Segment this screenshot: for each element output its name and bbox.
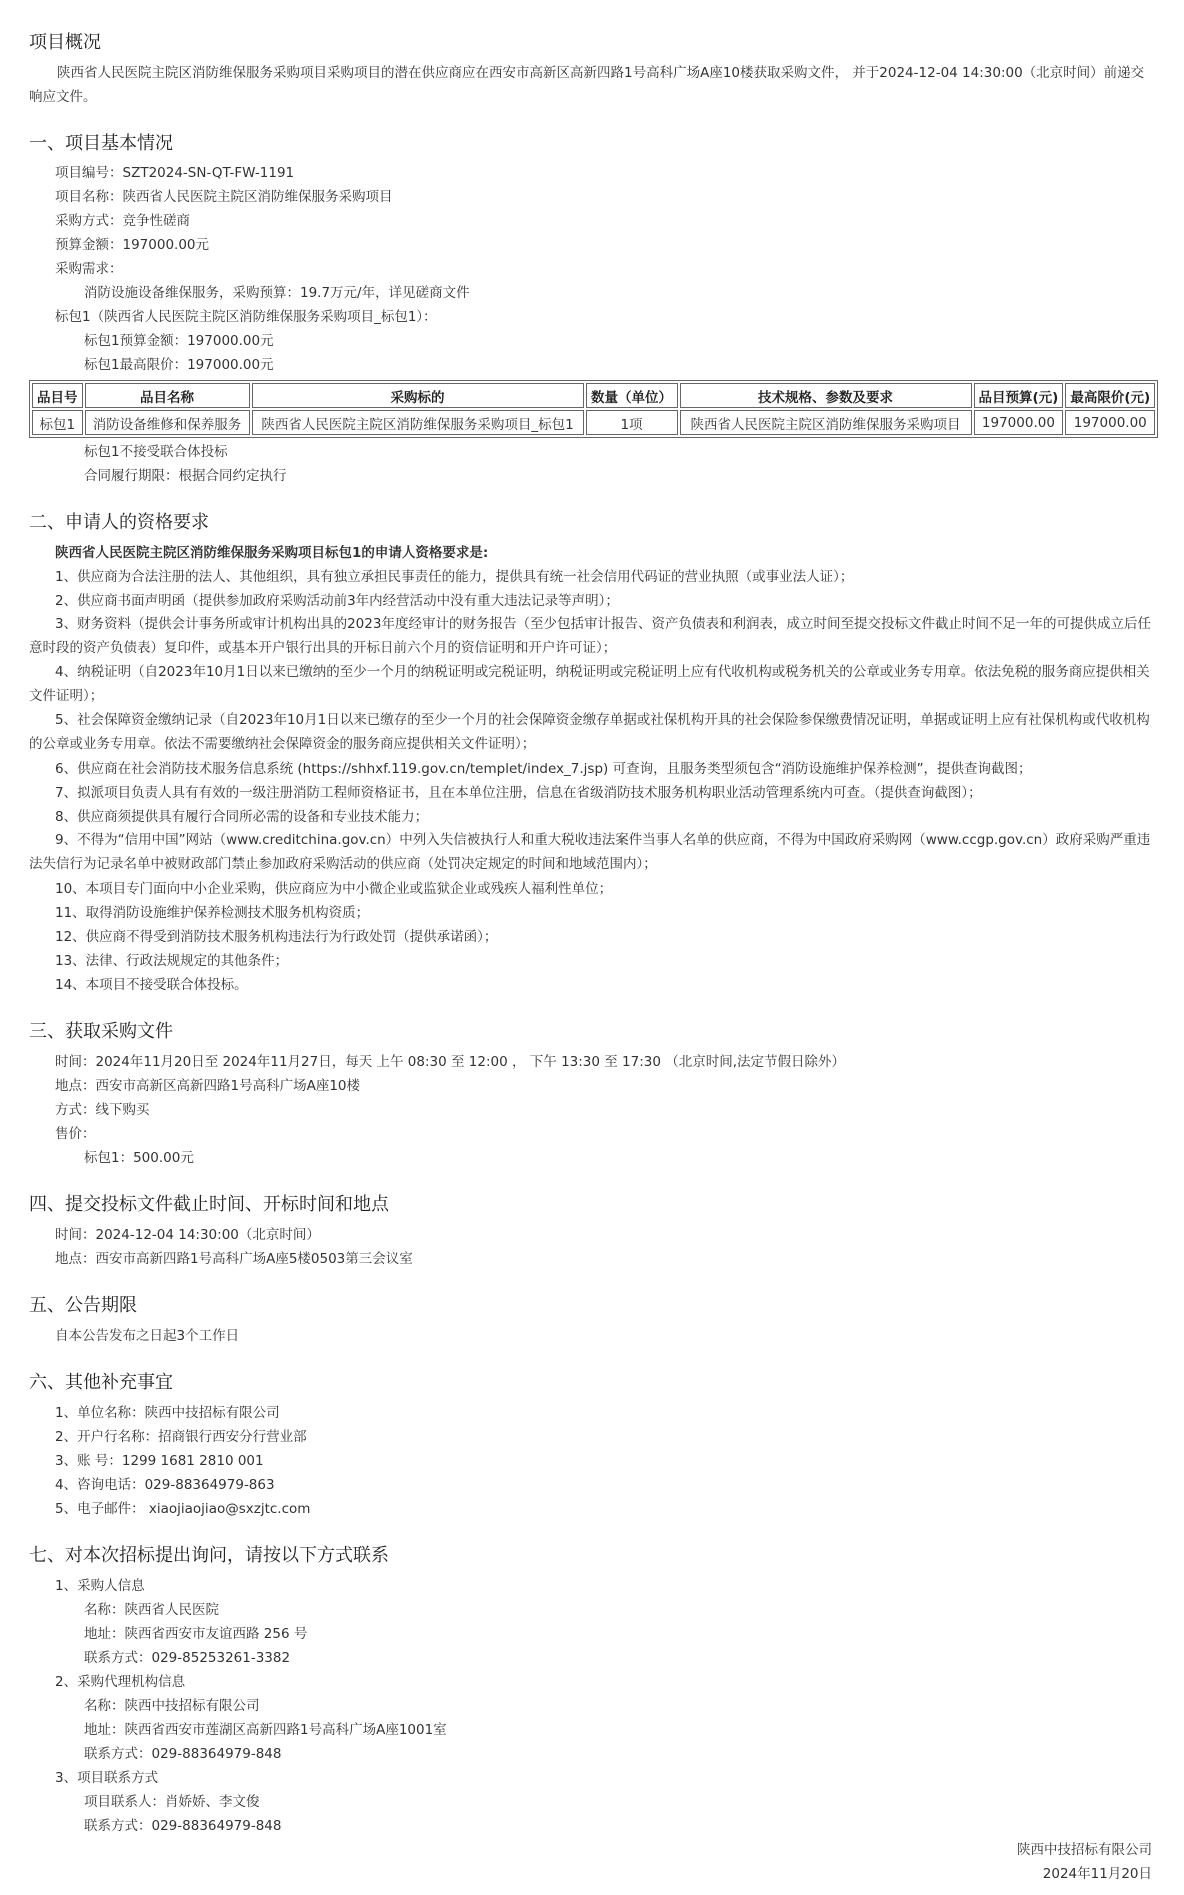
lot-title: 标包1（陕西省人民医院主院区消防维保服务采购项目_标包1）： (55, 309, 437, 325)
qualification-item: 12、供应商不得受到消防技术服务机构违法行为行政处罚（提供承诺函）； (55, 929, 498, 945)
document-price: 标包1：500.00元 (84, 1150, 194, 1166)
qualification-item: 9、不得为“信用中国”网站（www.creditchina.gov.cn）中列入失信被执行人和重大税收违法案件当事人名单的供应商，不得为中国政府采购网（www.ccgp.gov.cn）政府采购严重违法失信行为记录名单中被财政部门禁止参加政府采购活动的供应商（处罚决定规定的时间和地域范围内）； (29, 832, 1151, 872)
section-4-title: 四、提交投标文件截止时间、开标时间和地点 (29, 1194, 389, 1215)
procurement-need-label: 采购需求： (55, 261, 123, 277)
table-header-cell: 品目预算(元) (974, 383, 1064, 408)
qualification-item: 1、供应商为合法注册的法人、其他组织，具有独立承担民事责任的能力，提供具有统一社会信用代码证的营业执照（或事业法人证）； (55, 569, 854, 585)
table-header-cell: 数量（单位） (586, 383, 678, 408)
qualification-item: 13、法律、行政法规规定的其他条件； (55, 953, 289, 969)
table-header-cell: 最高限价(元) (1065, 383, 1155, 408)
supplement-item: 4、咨询电话：029-88364979-863 (55, 1477, 275, 1493)
document-obtain-mode: 方式：线下购买 (55, 1102, 150, 1118)
table-cell: 消防设备维修和保养服务 (85, 410, 250, 435)
supplement-item: 3、账 号：1299 1681 2810 001 (55, 1453, 264, 1469)
qualification-item: 11、取得消防设施维护保养检测技术服务机构资质； (55, 905, 370, 921)
overview-title: 项目概况 (29, 32, 101, 53)
section-6-title: 六、其他补充事宜 (29, 1372, 173, 1393)
section-5-title: 五、公告期限 (29, 1295, 137, 1316)
lot-budget: 标包1预算金额：197000.00元 (84, 333, 274, 349)
table-header-cell: 技术规格、参数及要求 (680, 383, 972, 408)
qualification-subtitle: 陕西省人民医院主院区消防维保服务采购项目标包1的申请人资格要求是: (55, 545, 489, 561)
budget-amount: 预算金额：197000.00元 (55, 237, 210, 253)
section-1-title: 一、项目基本情况 (29, 133, 173, 154)
procurement-items-table (29, 380, 1158, 438)
project-contact-title: 3、项目联系方式 (55, 1770, 159, 1786)
purchaser-address: 地址：陕西省西安市友谊西路 256 号 (84, 1626, 308, 1642)
section-2-title: 二、申请人的资格要求 (29, 512, 209, 533)
project-contact-phone: 联系方式：029-88364979-848 (84, 1818, 282, 1834)
bid-opening-place: 地点：西安市高新四路1号高科广场A座5楼0503第三会议室 (55, 1251, 413, 1267)
supplement-item: 1、单位名称：陕西中技招标有限公司 (55, 1405, 280, 1421)
supplement-item: 2、开户行名称：招商银行西安分行营业部 (55, 1429, 307, 1445)
purchaser-phone: 联系方式：029-85253261-3382 (84, 1650, 291, 1666)
agency-phone: 联系方式：029-88364979-848 (84, 1746, 282, 1762)
document-price-label: 售价： (55, 1126, 96, 1142)
project-contact-person: 项目联系人：肖娇娇、李文俊 (84, 1794, 260, 1810)
qualification-item: 2、供应商书面声明函（提供参加政府采购活动前3年内经营活动中没有重大违法记录等声明）； (55, 593, 619, 609)
announcement-period: 自本公告发布之日起3个工作日 (55, 1328, 240, 1344)
lot-max-price: 标包1最高限价：197000.00元 (84, 357, 274, 373)
qualification-item: 5、社会保障资金缴纳记录（自2023年10月1日以来已缴存的至少一个月的社会保障资金缴存单据或社保机构开具的社会保险参保缴费情况证明，单据或证明上应有社保机构或代收机构的公章或业务专用章。依法不需要缴纳社会保障资金的服务商应提供相关文件证明）； (29, 712, 1150, 752)
agency-name: 名称：陕西中技招标有限公司 (84, 1698, 260, 1714)
qualification-item: 6、供应商在社会消防技术服务信息系统 (https://shhxf.119.gov.cn/templet/index_7.jsp) 可查询，且服务类型须包含“消防设施维护保养检测”，提供查询截图； (55, 761, 1032, 777)
table-cell: 197000.00 (1065, 410, 1155, 435)
agency-address: 地址：陕西省西安市莲湖区高新四路1号高科广场A座1001室 (84, 1722, 447, 1738)
document-obtain-place: 地点：西安市高新区高新四路1号高科广场A座10楼 (55, 1078, 361, 1094)
project-name: 项目名称：陕西省人民医院主院区消防维保服务采购项目 (55, 189, 393, 205)
procurement-need-text: 消防设施设备维保服务，采购预算：19.7万元/年，详见磋商文件 (84, 285, 470, 301)
section-3-title: 三、获取采购文件 (29, 1021, 173, 1042)
qualification-item: 8、供应商须提供具有履行合同所必需的设备和专业技术能力； (55, 809, 429, 825)
table-header-cell: 品目号 (32, 383, 83, 408)
agency-info-title: 2、采购代理机构信息 (55, 1674, 186, 1690)
qualification-item: 3、财务资料（提供会计事务所或审计机构出具的2023年度经审计的财务报告（至少包括审计报告、资产负债表和利润表，成立时间至提交投标文件截止时间不足一年的可提供成立后任意时段的资产负债表）复印件，或基本开户银行出具的开标日前六个月的资信证明和开户许可证）； (29, 616, 1151, 656)
table-cell: 1项 (586, 410, 678, 435)
project-number: 项目编号：SZT2024-SN-QT-FW-1191 (55, 165, 295, 181)
qualification-item: 14、本项目不接受联合体投标。 (55, 977, 248, 993)
footer-date: 2024年11月20日 (1042, 1866, 1152, 1882)
table-cell: 陕西省人民医院主院区消防维保服务采购项目 (680, 410, 972, 435)
table-cell: 标包1 (32, 410, 83, 435)
no-consortium-note: 标包1不接受联合体投标 (84, 444, 228, 460)
contract-period: 合同履行期限：根据合同约定执行 (84, 468, 287, 484)
purchaser-info-title: 1、采购人信息 (55, 1578, 145, 1594)
purchaser-name: 名称：陕西省人民医院 (84, 1602, 219, 1618)
table-cell: 197000.00 (974, 410, 1064, 435)
table-header-cell: 采购标的 (252, 383, 584, 408)
qualification-item: 10、本项目专门面向中小企业采购，供应商应为中小微企业或监狱企业或残疾人福利性单位； (55, 881, 613, 897)
table-header-cell: 品目名称 (85, 383, 250, 408)
footer-company: 陕西中技招标有限公司 (1017, 1842, 1152, 1858)
table-header-row (32, 383, 1155, 408)
procurement-method: 采购方式：竞争性磋商 (55, 213, 190, 229)
qualification-item: 4、纳税证明（自2023年10月1日以来已缴纳的至少一个月的纳税证明或完税证明，纳税证明或完税证明上应有代收机构或税务机关的公章或业务专用章。依法免税的服务商应提供相关文件证明）； (29, 664, 1150, 704)
document-obtain-time: 时间：2024年11月20日至 2024年11月27日，每天 上午 08:30 至 12:00 ， 下午 13:30 至 17:30 （北京时间,法定节假日除外） (55, 1054, 846, 1070)
section-7-title: 七、对本次招标提出询问，请按以下方式联系 (29, 1545, 389, 1566)
overview-text: 陕西省人民医院主院区消防维保服务采购项目采购项目的潜在供应商应在西安市高新区高新四路1号高科广场A座10楼获取采购文件， 并于2024-12-04 14:30:00（北京时间）前递交响应文件。 (29, 65, 1145, 105)
supplement-item: 5、电子邮件： xiaojiaojiao@sxzjtc.com (55, 1501, 311, 1517)
qualification-item: 7、拟派项目负责人具有有效的一级注册消防工程师资格证书，且在本单位注册，信息在省级消防技术服务机构职业活动管理系统内可查。（提供查询截图）； (55, 785, 982, 801)
bid-deadline-time: 时间：2024-12-04 14:30:00（北京时间） (55, 1227, 320, 1243)
table-cell: 陕西省人民医院主院区消防维保服务采购项目_标包1 (252, 410, 584, 435)
table-row (32, 410, 1155, 435)
